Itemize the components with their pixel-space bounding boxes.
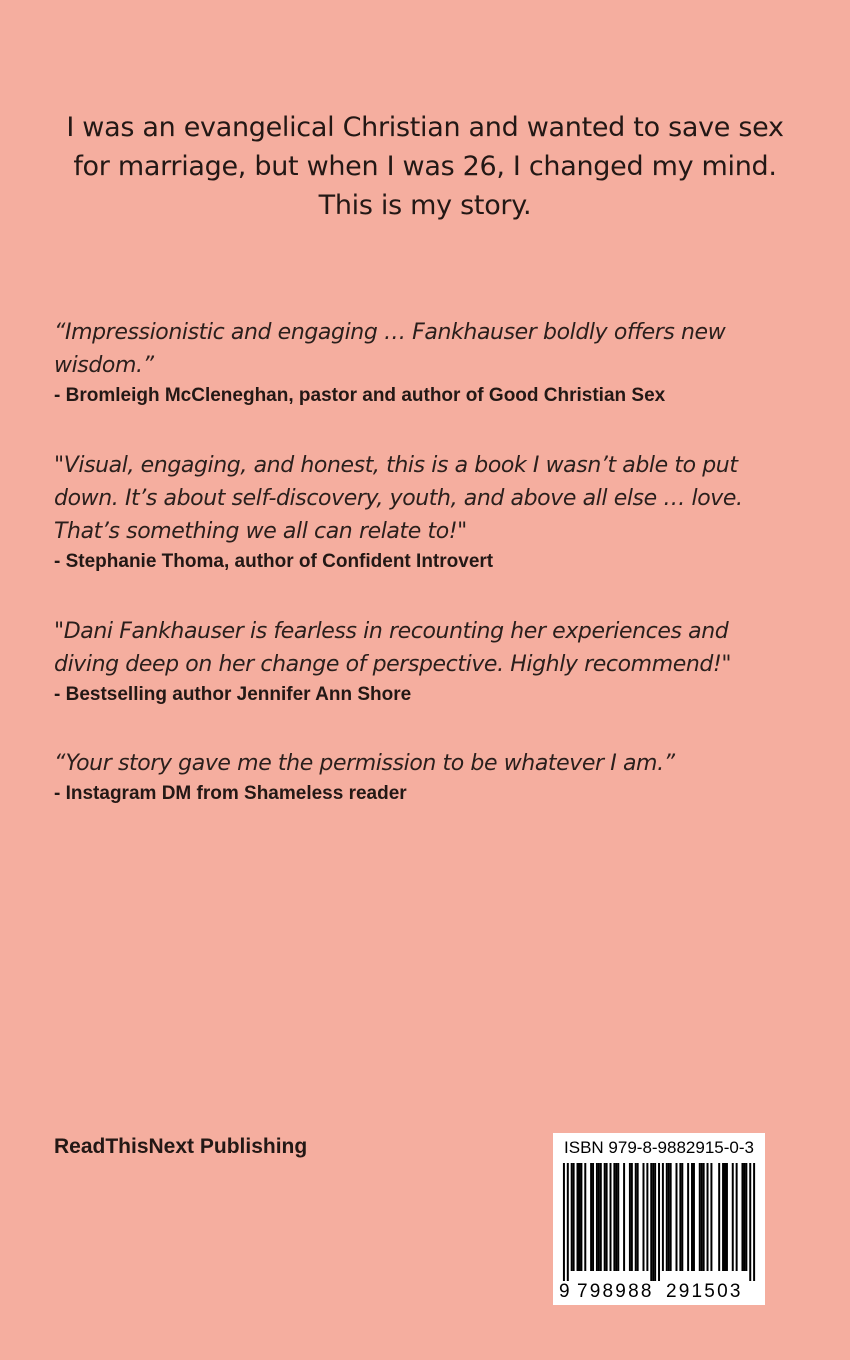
barcode-bar: [741, 1163, 743, 1271]
review-quote: [54, 747, 814, 780]
barcode-bar: [635, 1163, 637, 1271]
quote-line: "Dani Fankhauser is fearless in recounting her experiences and: [54, 619, 729, 644]
barcode-bar: [643, 1163, 645, 1271]
barcode-bar: [724, 1163, 726, 1271]
barcode-bars: [561, 1163, 757, 1281]
quote-line: wisdom.”: [54, 353, 154, 378]
barcode-bar: [598, 1163, 600, 1271]
review-blurb: [54, 615, 814, 709]
barcode-digit-group: 291503: [666, 1281, 743, 1302]
barcode-bar: [726, 1163, 728, 1271]
barcode-bar: [652, 1163, 654, 1281]
review-blurb: [54, 747, 814, 808]
barcode-bar: [745, 1163, 747, 1271]
review-attribution: - Bestselling author Jennifer Ann Shore: [54, 684, 412, 705]
barcode-bar: [701, 1163, 703, 1271]
barcode-bar: [732, 1163, 734, 1271]
barcode-bar: [590, 1163, 592, 1271]
barcode-bar: [573, 1163, 575, 1271]
barcode-bar: [707, 1163, 709, 1271]
barcode-bar: [691, 1163, 693, 1271]
review-attribution: - Instagram DM from Shameless reader: [54, 783, 407, 804]
barcode-bar: [743, 1163, 745, 1271]
barcode-bar: [658, 1163, 660, 1281]
barcode-bar: [629, 1163, 631, 1271]
quote-line: “Your story gave me the permission to be whatever I am.”: [54, 751, 675, 776]
barcode-digit-lead: 9: [559, 1281, 570, 1302]
barcode-bar: [623, 1163, 625, 1271]
barcode-bar: [577, 1163, 579, 1271]
review-attribution: - Stephanie Thoma, author of Confident Introvert: [54, 551, 494, 572]
barcode-bar: [749, 1163, 751, 1281]
barcode-bar: [596, 1163, 598, 1271]
barcode-bar: [610, 1163, 612, 1271]
barcode-bar: [654, 1163, 656, 1281]
barcode-bar: [668, 1163, 670, 1271]
barcode-bar: [646, 1163, 648, 1271]
quote-line: "Visual, engaging, and honest, this is a book I wasn’t able to put: [54, 453, 738, 478]
barcode-bar: [693, 1163, 695, 1271]
barcode-digit-group: 798988: [577, 1281, 654, 1302]
tagline-line: This is my story.: [318, 190, 532, 221]
barcode-bar: [567, 1163, 569, 1281]
barcode-bar: [615, 1163, 617, 1271]
barcode-bar: [687, 1163, 689, 1271]
barcode-bar: [617, 1163, 619, 1271]
barcode-bar: [718, 1163, 720, 1271]
barcode-bar: [631, 1163, 633, 1271]
quote-line: That’s something we all can relate to!": [54, 519, 467, 544]
barcode-bar: [736, 1163, 738, 1271]
barcode-bar: [606, 1163, 608, 1271]
barcode-bar: [650, 1163, 652, 1281]
review-quote: [54, 449, 814, 548]
barcode-bar: [563, 1163, 565, 1281]
barcode-bar: [666, 1163, 668, 1271]
barcode-bar: [662, 1163, 664, 1271]
barcode-bar: [613, 1163, 615, 1271]
barcode-bar: [600, 1163, 602, 1271]
barcode-bar: [703, 1163, 705, 1271]
review-blurb: [54, 316, 814, 410]
barcode-bar: [584, 1163, 586, 1271]
isbn-label: ISBN 979-8-9882915-0-3: [564, 1138, 754, 1157]
barcode-bar: [592, 1163, 594, 1271]
barcode-bar: [722, 1163, 724, 1271]
tagline-line: I was an evangelical Christian and wanted to save sex: [66, 112, 784, 143]
isbn-barcode: [553, 1133, 765, 1305]
barcode-bar: [676, 1163, 678, 1271]
barcode-bar: [580, 1163, 582, 1271]
barcode-bar: [699, 1163, 701, 1271]
quote-line: “Impressionistic and engaging … Fankhauser boldly offers new: [54, 320, 726, 345]
barcode-bar: [679, 1163, 681, 1271]
quote-line: down. It’s about self-discovery, youth, and above all else … love.: [54, 486, 743, 511]
tagline-line: for marriage, but when I was 26, I changed my mind.: [73, 151, 777, 182]
barcode-bar: [578, 1163, 580, 1271]
barcode-bar: [571, 1163, 573, 1271]
review-quote: [54, 615, 814, 681]
barcode-bar: [753, 1163, 755, 1281]
barcode-bar: [604, 1163, 606, 1271]
barcode-bar: [681, 1163, 683, 1271]
quote-line: diving deep on her change of perspective. Highly recommend!": [54, 652, 732, 677]
review-attribution: - Bromleigh McCleneghan, pastor and author of Good Christian Sex: [54, 385, 666, 406]
tagline: [40, 108, 810, 225]
barcode-bar: [670, 1163, 672, 1271]
publisher-name: ReadThisNext Publishing: [54, 1135, 308, 1158]
barcode-bar: [710, 1163, 712, 1271]
review-quote: [54, 316, 814, 382]
review-blurb: [54, 449, 814, 576]
barcode-bar: [637, 1163, 639, 1271]
